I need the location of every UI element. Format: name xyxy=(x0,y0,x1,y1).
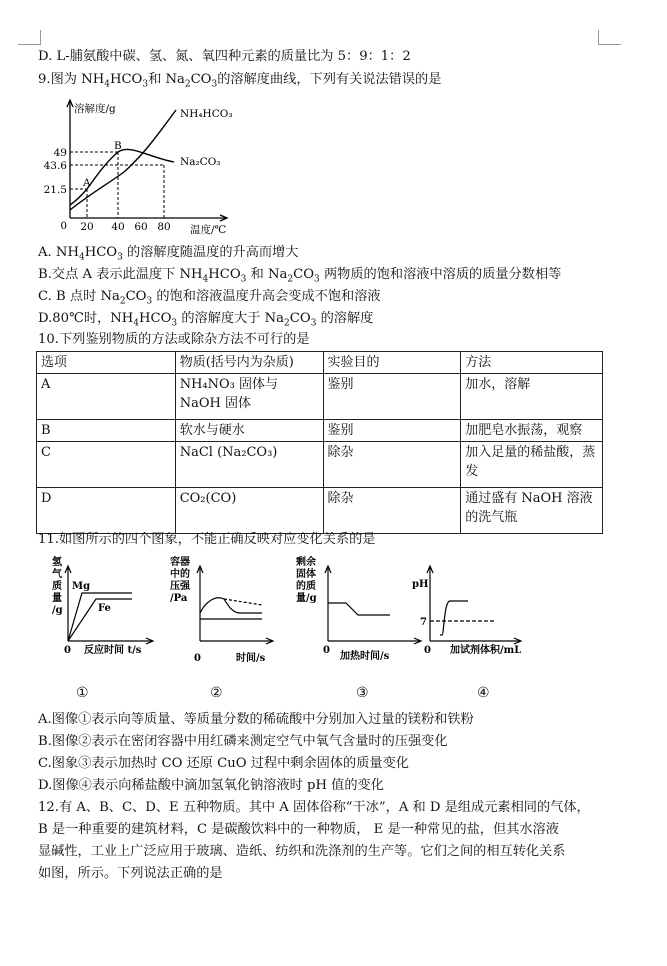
row-purpose: 除杂 xyxy=(323,442,461,488)
graph-1-number: ① xyxy=(76,685,89,701)
table-row xyxy=(37,488,603,534)
g1-xlabel: 反应时间 t/s xyxy=(84,645,142,656)
g3-origin: 0 xyxy=(323,645,330,656)
ytick-0: 0 xyxy=(60,220,67,232)
crop-mark-right xyxy=(598,30,621,45)
g3-ylabel-3: 的质 xyxy=(296,581,316,592)
ytick-43-6: 43.6 xyxy=(43,160,67,172)
row-substance: NH₄NO₃ 固体与 NaOH 固体 xyxy=(175,374,323,420)
nh4hco3-curve-label: NH₄HCO₃ xyxy=(180,108,233,120)
q10-table xyxy=(36,351,603,534)
header-option: 选项 xyxy=(37,352,176,374)
ytick-21-5: 21.5 xyxy=(43,184,67,196)
g2-ylabel-1: 容器 xyxy=(170,557,190,568)
q11-option-d: D.图像④表示向稀盐酸中滴加氢氧化钠溶液时 pH 值的变化 xyxy=(38,778,384,793)
graph-2-number: ② xyxy=(210,685,223,701)
row-option: B xyxy=(37,420,176,442)
g2-ylabel-2: 中的 xyxy=(170,569,190,580)
q9-option-b: B.交点 A 表示此温度下 $NH_4HCO_3$ 和 $Na_2CO_3$ 两物质的饱和溶液中溶质的质量分数相等 xyxy=(38,267,562,285)
row-method: 通过盛有 NaOH 溶液的洗气瓶 xyxy=(461,488,603,534)
q12-line-1: 12.有 A、B、C、D、E 五种物质。其中 A 固体俗称“干冰”，A 和 D 是组成元素相同的气体， xyxy=(38,800,590,815)
row-substance: CO₂(CO) xyxy=(175,488,323,534)
point-b-label: B xyxy=(114,140,122,152)
q9-option-d: D.80℃时，$NH_4HCO_3$ 的溶解度大于 $Na_2CO_3$ 的溶解度 xyxy=(38,311,374,329)
na2co3-curve-label: Na₂CO₃ xyxy=(180,156,221,168)
g2-xlabel: 时间/s xyxy=(236,653,266,664)
xtick-20: 20 xyxy=(80,221,94,233)
g3-ylabel-2: 固体 xyxy=(296,569,316,580)
graph-4-number: ④ xyxy=(477,685,490,701)
ytick-49: 49 xyxy=(53,147,67,159)
row-method: 加肥皂水振荡，观察 xyxy=(461,420,603,442)
table-row xyxy=(37,374,603,420)
g4-ytick-7: 7 xyxy=(420,617,427,628)
row-purpose: 除杂 xyxy=(323,488,461,534)
table-header-row xyxy=(37,352,603,374)
g2-ylabel-3: 压强 xyxy=(170,581,190,592)
solubility-xlabel: 温度/℃ xyxy=(190,224,227,236)
g4-origin: 0 xyxy=(424,645,431,656)
g3-ylabel-1: 剩余 xyxy=(296,557,316,568)
xtick-40: 40 xyxy=(111,221,125,233)
g1-fe-label: Fe xyxy=(98,603,111,614)
q9-option-a: A. $NH_4HCO_3$ 的溶解度随温度的升高而增大 xyxy=(38,245,299,263)
table-row xyxy=(37,442,603,488)
g1-ylabel-1: 氢 xyxy=(52,557,62,568)
graph-3-number: ③ xyxy=(356,685,369,701)
g1-origin: 0 xyxy=(64,645,71,656)
q12-line-2: B 是一种重要的建筑材料，C 是碳酸饮料中的一种物质， E 是一种常见的盐，但其水溶液 xyxy=(38,822,559,837)
g3-ylabel-4: 量/g xyxy=(296,593,317,604)
g1-ylabel-3: 质 xyxy=(52,581,62,592)
g4-xlabel: 加试剂体积/mL xyxy=(450,645,522,656)
solubility-chart xyxy=(40,92,250,242)
point-a-label: A xyxy=(83,177,91,189)
row-purpose: 鉴别 xyxy=(323,374,461,420)
row-option: A xyxy=(37,374,176,420)
g1-ylabel-5: /g xyxy=(52,605,63,616)
g1-ylabel-2: 气 xyxy=(52,569,62,580)
row-method: 加水，溶解 xyxy=(461,374,603,420)
row-substance: 软水与硬水 xyxy=(175,420,323,442)
row-substance: NaCl (Na₂CO₃) xyxy=(175,442,323,488)
row-option: C xyxy=(37,442,176,488)
q11-option-c: C.图象③表示加热时 CO 还原 CuO 过程中剩余固体的质量变化 xyxy=(38,756,409,771)
header-substance: 物质(括号内为杂质) xyxy=(175,352,323,374)
xtick-60: 60 xyxy=(134,221,148,233)
g1-mg-label: Mg xyxy=(72,581,91,592)
crop-mark-left xyxy=(18,30,41,45)
g4-ylabel: pH xyxy=(412,579,429,590)
header-purpose: 实验目的 xyxy=(323,352,461,374)
g2-origin: 0 xyxy=(194,653,201,664)
g1-ylabel-4: 量 xyxy=(52,593,62,604)
q12-line-3: 显碱性，工业上广泛应用于玻璃、造纸、纺织和洗涤剂的生产等。它们之间的相互转化关系 xyxy=(38,844,566,859)
q11-stem: 11.如图所示的四个图象，不能正确反映对应变化关系的是 xyxy=(38,532,376,547)
row-option: D xyxy=(37,488,176,534)
solubility-ylabel: 溶解度/g xyxy=(74,103,116,115)
q11-graphs xyxy=(40,555,600,670)
q8-option-d: D. L-脯氨酸中碳、氢、氮、氧四种元素的质量比为 5：9：1：2 xyxy=(38,49,411,64)
g3-xlabel: 加热时间/s xyxy=(340,651,390,662)
q9-stem: 9.图为 $NH_4HCO_3$和 $Na_2CO_3$的溶解度曲线，下列有关说法错误的是 xyxy=(38,72,442,90)
xtick-80: 80 xyxy=(157,221,171,233)
row-purpose: 鉴别 xyxy=(323,420,461,442)
q11-option-b: B.图像②表示在密闭容器中用红磷来测定空气中氧气含量时的压强变化 xyxy=(38,734,448,749)
q9-option-c: C. B 点时 $Na_2CO_3$ 的饱和溶液温度升高会变成不饱和溶液 xyxy=(38,289,381,307)
table-row xyxy=(37,420,603,442)
header-method: 方法 xyxy=(461,352,603,374)
q12-line-4: 如图，所示。下列说法正确的是 xyxy=(38,866,223,881)
q10-stem: 10.下列鉴别物质的方法或除杂方法不可行的是 xyxy=(38,332,310,347)
q11-option-a: A.图像①表示向等质量、等质量分数的稀硫酸中分别加入过量的镁粉和铁粉 xyxy=(38,712,474,727)
row-method: 加入足量的稀盐酸，蒸发 xyxy=(461,442,603,488)
g2-ylabel-4: /Pa xyxy=(170,593,188,604)
